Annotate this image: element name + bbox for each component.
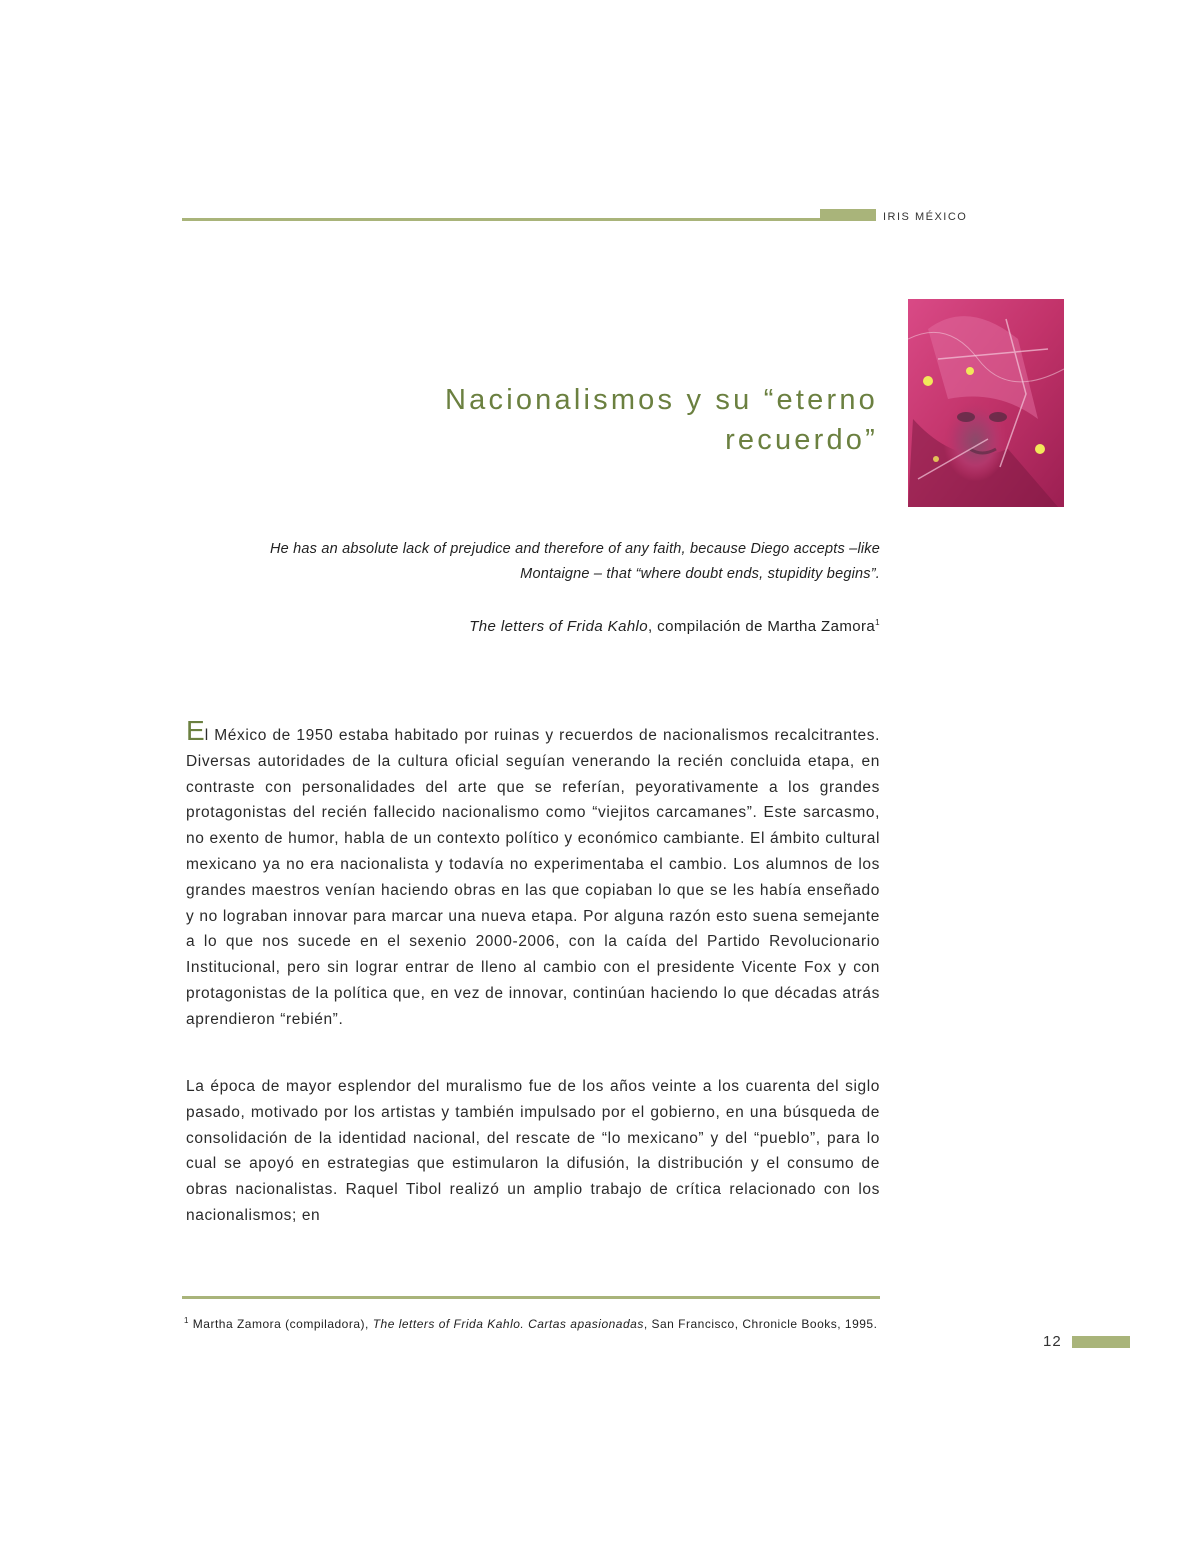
footnote-ref: 1: [875, 618, 880, 627]
header-accent-block: [820, 209, 876, 221]
epigraph-source: [230, 616, 880, 638]
portrait-collage-image: [908, 299, 1064, 507]
footnote-number: 1: [184, 1316, 189, 1325]
header-rule: [182, 218, 822, 221]
running-head: IRIS MÉXICO: [883, 211, 968, 223]
epigraph-quote: He has an absolute lack of prejudice and therefore of any faith, because Diego accepts –like Montaigne – that “where doubt ends, stupidity begins”.: [269, 541, 880, 582]
article-title: Nacionalismos y su “eterno recuerdo”: [445, 384, 878, 456]
body-paragraph-2: La época de mayor esplendor del muralismo fue de los años veinte a los cuarenta del siglo pasado, motivado por los artistas y también impulsado por el gobierno, en una búsqueda de consolidación de la identidad nacional, del rescate de “lo mexicano” y del “pueblo”, para lo cual se apoyó en estrategias que estimularon la difusión, la distribución y el consumo de obras nacionalistas. Raquel Tibol realizó un amplio trabajo de crítica relacionado con los nacionalismos; en: [186, 1078, 880, 1224]
body-paragraph-1: [186, 715, 880, 1033]
drop-cap: E: [186, 715, 205, 746]
epigraph-source-rest: , compilación de Martha Zamora: [648, 618, 876, 635]
footnote-text-a: Martha Zamora (compiladora),: [188, 1317, 373, 1331]
page-number: 12: [1043, 1333, 1062, 1350]
body-paragraph-1-text: l México de 1950 estaba habitado por ruinas y recuerdos de nacionalismos recalcitrantes. Diversas autoridades de la cultura oficial seguían venerando la recién concluida etapa, en contraste con personalidades del arte que se referían, peyorativamente a los grandes protagonistas del recién fallecido nacionalismo como “viejitos carcamanes”. Este sarcasmo, no exento de humor, habla de un contexto político y económico cambiante. El ámbito cultural mexicano ya no era nacionalista y todavía no experimentaba el cambio. Los alumnos de los grandes maestros venían haciendo obras en las que copiaban lo que se les había enseñado y no lograban innovar para marcar una nueva etapa. Por alguna razón esto suena semejante a lo que nos sucede en el sexenio 2000-2006, con la caída del Partido Revolucionario Institucional, pero sin lograr entrar de lleno al cambio con el presidente Vicente Fox y con protagonistas de la política que, en vez de innovar, continúan haciendo lo que décadas atrás aprendieron “rebién”.: [186, 727, 880, 1028]
footnote-text-b: , San Francisco, Chronicle Books, 1995.: [643, 1317, 878, 1331]
footnote: [184, 1315, 880, 1333]
footnote-rule: [182, 1296, 880, 1299]
epigraph-source-title: The letters of Frida Kahlo: [469, 618, 649, 635]
footnote-title: The letters of Frida Kahlo. Cartas apasionadas: [372, 1317, 644, 1331]
page-accent-block: [1072, 1336, 1130, 1348]
